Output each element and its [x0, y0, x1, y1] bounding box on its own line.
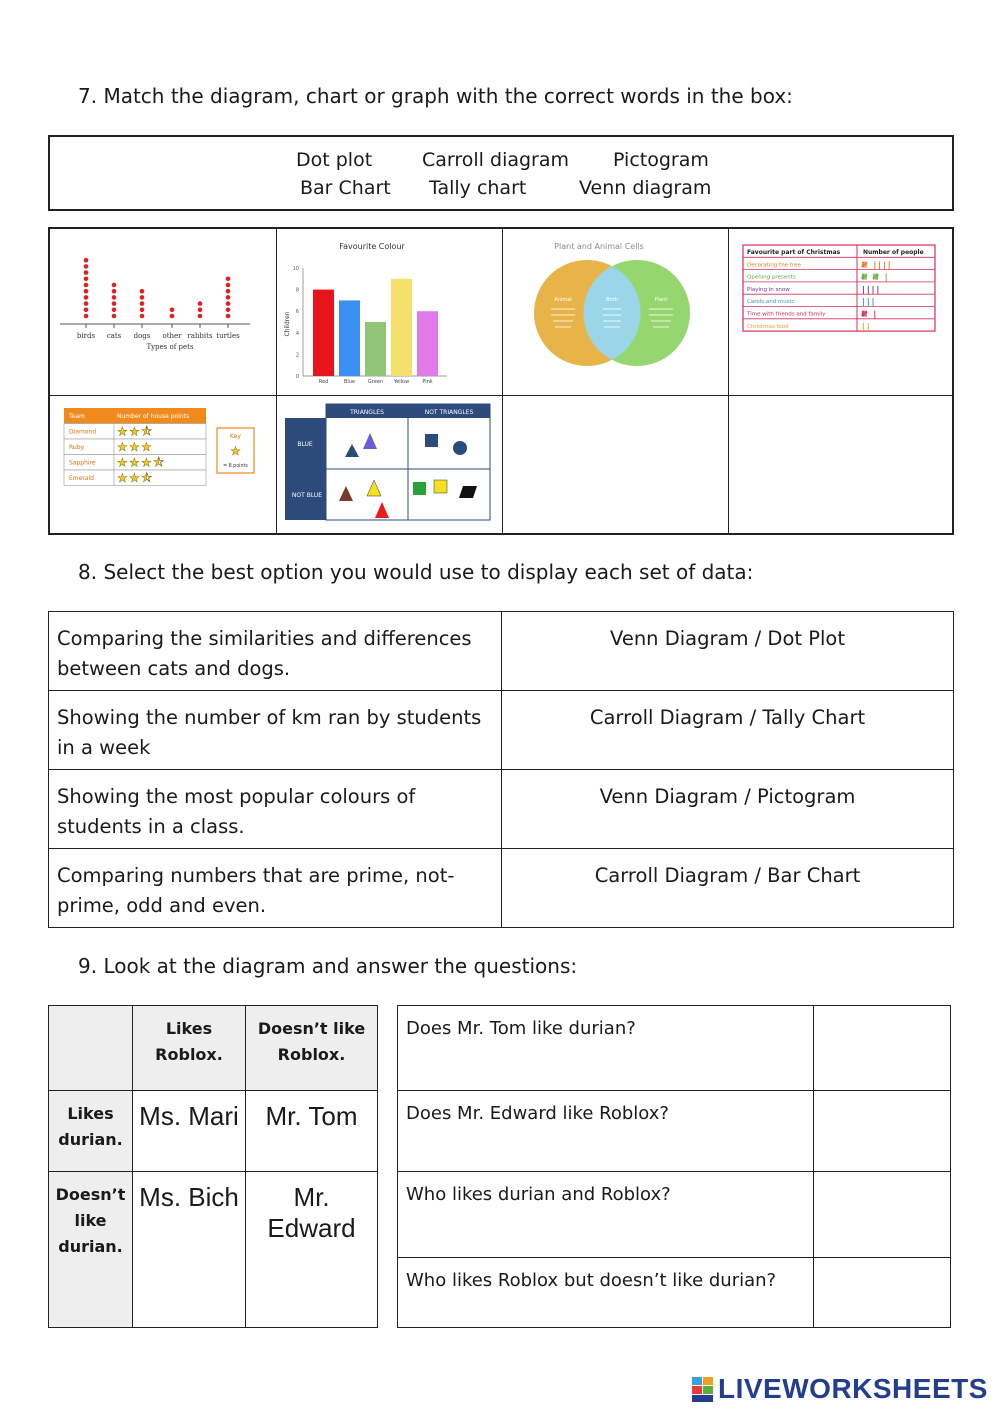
bar-chart-image — [277, 229, 503, 396]
bar-chart-bar — [313, 290, 334, 376]
q8-options-2[interactable]: Carroll Diagram / Tally Chart — [502, 691, 954, 770]
carroll-cell-mr-edward: Mr. Edward — [246, 1172, 378, 1328]
logo-icon — [692, 1377, 714, 1403]
carroll-col-doesnt-like-roblox: Doesn’t like Roblox. — [246, 1006, 378, 1091]
star-icon: ★ — [117, 471, 128, 485]
tally-row-label: Playing in snow — [747, 286, 790, 293]
bar-chart-tick-label: 4 — [295, 330, 299, 337]
venn-left-label: Animal — [554, 297, 572, 303]
dot-plot-dot — [112, 289, 117, 294]
star-icon: ★ — [129, 455, 140, 470]
dot-plot-dot — [226, 314, 231, 319]
star-icon: ★ — [141, 440, 152, 454]
star-icon: ★ — [117, 455, 128, 470]
tally-marks: 𝍸 𝍸 | — [861, 272, 889, 282]
word-dot-plot: Dot plot — [296, 149, 373, 171]
carroll-img-row2: NOT BLUE — [291, 492, 323, 499]
tally-row-label: Carols and music — [747, 299, 795, 306]
tally-row-label: Decorating the tree — [747, 262, 801, 269]
dot-plot-dot — [140, 314, 145, 319]
venn-right-label: Plant — [654, 297, 668, 303]
tally-header-right: Number of people — [863, 249, 924, 256]
tally-cell[interactable] — [729, 229, 954, 396]
dot-plot-category: other — [162, 332, 182, 340]
word-bar-chart: Bar Chart — [300, 177, 391, 199]
bar-chart-category: Green — [367, 379, 384, 385]
question-9-table — [397, 1005, 951, 1328]
dot-plot-dot — [140, 308, 145, 313]
dot-plot-dot — [198, 308, 203, 313]
pictogram-header-right: Number of house points — [117, 413, 190, 420]
question-9-title: 9. Look at the diagram and answer the questions: — [78, 954, 578, 978]
bar-chart-tick-label: 0 — [295, 374, 299, 380]
q9-answer-4[interactable] — [814, 1258, 951, 1328]
dot-plot-dot — [226, 301, 231, 306]
table-row — [398, 1258, 951, 1328]
dot-plot-dot — [226, 289, 231, 294]
dot-plot-dot — [112, 301, 117, 306]
word-box — [48, 135, 954, 211]
bar-chart-bar — [391, 279, 412, 376]
bar-chart-bar — [339, 300, 360, 376]
dot-plot-category: dogs — [133, 332, 151, 340]
q8-options-1[interactable]: Venn Diagram / Dot Plot — [502, 612, 954, 691]
dot-plot-dot — [84, 264, 89, 269]
dot-plot-dot — [84, 283, 89, 288]
half-star-icon: ⯪ — [141, 424, 153, 439]
table-row — [49, 849, 954, 928]
star-icon: ★ — [117, 424, 128, 439]
carroll-img-col2: NOT TRIANGLES — [424, 409, 474, 416]
dot-plot-dot — [226, 277, 231, 282]
brand-name: LIVEWORKSHEETS — [718, 1373, 988, 1404]
carroll-diagram-image — [277, 396, 503, 535]
square-shape — [413, 482, 426, 495]
carroll-corner — [49, 1006, 133, 1091]
tally-row-label: Christmas food — [747, 323, 789, 330]
word-venn-diagram: Venn diagram — [579, 177, 712, 199]
venn-cell[interactable] — [503, 229, 729, 396]
pictogram-key-value: = 8 points — [223, 464, 248, 469]
dot-plot-xlabel: Types of pets — [146, 343, 194, 351]
half-star-icon: ⯪ — [141, 471, 153, 485]
table-row — [398, 1091, 951, 1172]
q9-answer-2[interactable] — [814, 1091, 951, 1172]
word-pictogram: Pictogram — [613, 149, 709, 171]
dot-plot-category: turtles — [216, 332, 240, 340]
venn-center-label: Both — [606, 297, 618, 303]
dot-plot-dot — [84, 258, 89, 263]
dot-plot-dot — [140, 301, 145, 306]
bar-chart-category: Blue — [343, 379, 356, 385]
dot-plot-dot — [226, 295, 231, 300]
carroll-col-likes-roblox: Likes Roblox. — [133, 1006, 246, 1091]
pictogram-team: Ruby — [69, 444, 85, 451]
dot-plot-dot — [170, 308, 175, 313]
tally-chart-image — [729, 229, 954, 396]
question-8-title: 8. Select the best option you would use to display each set of data: — [78, 560, 754, 584]
dot-plot-category: birds — [76, 332, 96, 340]
q9-question-1: Does Mr. Tom like durian? — [398, 1006, 814, 1091]
bar-chart-ylabel: Children — [284, 311, 291, 337]
star-icon: ★ — [117, 440, 128, 454]
pictogram-image — [50, 396, 277, 535]
dot-plot-dot — [170, 314, 175, 319]
empty-cell-1[interactable] — [503, 396, 729, 535]
dot-plot-dot — [84, 301, 89, 306]
tally-marks: 𝍸 | — [861, 309, 878, 319]
bar-chart-cell[interactable] — [277, 229, 503, 396]
pictogram-team: Emerald — [69, 475, 94, 482]
dot-plot-dot — [84, 314, 89, 319]
tally-marks: ||| — [861, 297, 876, 307]
word-carroll-diagram: Carroll diagram — [422, 149, 570, 171]
venn-title: Plant and Animal Cells — [554, 242, 644, 251]
q8-prompt-1: Comparing the similarities and differences between cats and dogs. — [49, 612, 502, 691]
venn-image — [503, 229, 729, 396]
table-row — [398, 1006, 951, 1091]
table-row — [398, 1172, 951, 1258]
dot-plot-dot — [140, 289, 145, 294]
bar-chart-category: Pink — [422, 379, 433, 385]
carroll-diagram-table — [48, 1005, 378, 1328]
bar-chart-category: Yellow — [393, 379, 410, 385]
square-shape — [425, 434, 438, 447]
table-row — [49, 612, 954, 691]
dot-plot-dot — [198, 314, 203, 319]
dot-plot-dot — [84, 270, 89, 275]
dot-plot-dot — [112, 308, 117, 313]
dot-plot-dot — [84, 308, 89, 313]
dot-plot-dot — [112, 295, 117, 300]
diagram-grid — [48, 227, 954, 535]
bar-chart-tick-label: 2 — [295, 352, 299, 359]
question-7-title: 7. Match the diagram, chart or graph with the correct words in the box: — [78, 84, 793, 108]
bar-chart-tick-label: 10 — [292, 266, 299, 272]
dot-plot-dot — [84, 295, 89, 300]
bar-chart-category: Red — [318, 379, 329, 385]
dot-plot-dot — [112, 283, 117, 288]
tally-marks: 𝍸 |||| — [861, 260, 892, 270]
dot-plot-image — [50, 229, 277, 396]
q9-question-2: Does Mr. Edward like Roblox? — [398, 1091, 814, 1172]
dot-plot-dot — [226, 308, 231, 313]
bar-chart-tick-label: 6 — [295, 309, 299, 316]
carroll-img-row1: BLUE — [297, 441, 313, 448]
dot-plot-dot — [84, 289, 89, 294]
half-star-icon: ⯪ — [153, 455, 165, 470]
q9-answer-1[interactable] — [814, 1006, 951, 1091]
dot-plot-category: cats — [106, 332, 122, 340]
pictogram-header-left: Team — [69, 413, 85, 420]
dot-plot-dot — [112, 314, 117, 319]
pictogram-cell[interactable] — [50, 396, 277, 535]
dot-plot-category: rabbits — [187, 332, 213, 340]
table-row — [49, 691, 954, 770]
bar-chart-bar — [417, 311, 438, 376]
dot-plot-cell[interactable] — [50, 229, 277, 396]
circle-shape — [453, 441, 467, 455]
table-row — [49, 770, 954, 849]
star-icon: ★ — [129, 440, 140, 454]
pictogram-key-title: Key — [230, 433, 241, 440]
carroll-cell-ms-bich: Ms. Bich — [133, 1172, 246, 1328]
q8-options-3[interactable]: Venn Diagram / Pictogram — [502, 770, 954, 849]
word-tally-chart: Tally chart — [429, 177, 527, 199]
tally-header-left: Favourite part of Christmas — [747, 249, 841, 256]
carroll-row-doesnt-like-durian: Doesn’t like durian. — [49, 1172, 133, 1328]
star-icon: ★ — [129, 424, 140, 439]
square-shape — [434, 480, 447, 493]
dot-plot-dot — [140, 295, 145, 300]
pictogram-team: Diamond — [69, 428, 97, 436]
q8-prompt-4: Comparing numbers that are prime, not-prime, odd and even. — [49, 849, 502, 928]
star-icon: ★ — [141, 455, 152, 470]
dot-plot-dot — [226, 283, 231, 288]
tally-marks: || — [861, 321, 871, 331]
q9-answer-3[interactable] — [814, 1172, 951, 1258]
carroll-cell-ms-mari: Ms. Mari — [133, 1091, 246, 1172]
q9-question-4: Who likes Roblox but doesn’t like durian? — [398, 1258, 814, 1328]
q9-question-3: Who likes durian and Roblox? — [398, 1172, 814, 1258]
bar-chart-title: Favourite Colour — [339, 242, 405, 251]
empty-cell-2[interactable] — [729, 396, 954, 535]
q8-options-4[interactable]: Carroll Diagram / Bar Chart — [502, 849, 954, 928]
question-8-table — [48, 611, 954, 928]
tally-row-label: Time with friends and family — [747, 311, 826, 318]
pictogram-team: Sapphire — [69, 459, 96, 467]
bar-chart-bar — [365, 322, 386, 376]
q8-prompt-2: Showing the number of km ran by students in a week — [49, 691, 502, 770]
tally-marks: |||| — [861, 284, 881, 294]
star-icon: ★ — [230, 444, 241, 458]
carroll-cell-mr-tom: Mr. Tom — [246, 1091, 378, 1172]
dot-plot-dot — [84, 277, 89, 282]
tally-row-label: Opening presents — [747, 274, 796, 281]
star-icon: ★ — [129, 471, 140, 485]
carroll-image-cell[interactable] — [277, 396, 503, 535]
carroll-row-likes-durian: Likes durian. — [49, 1091, 133, 1172]
bar-chart-tick-label: 8 — [295, 287, 299, 294]
dot-plot-dot — [198, 301, 203, 306]
q8-prompt-3: Showing the most popular colours of students in a class. — [49, 770, 502, 849]
carroll-img-col1: TRIANGLES — [350, 409, 384, 416]
